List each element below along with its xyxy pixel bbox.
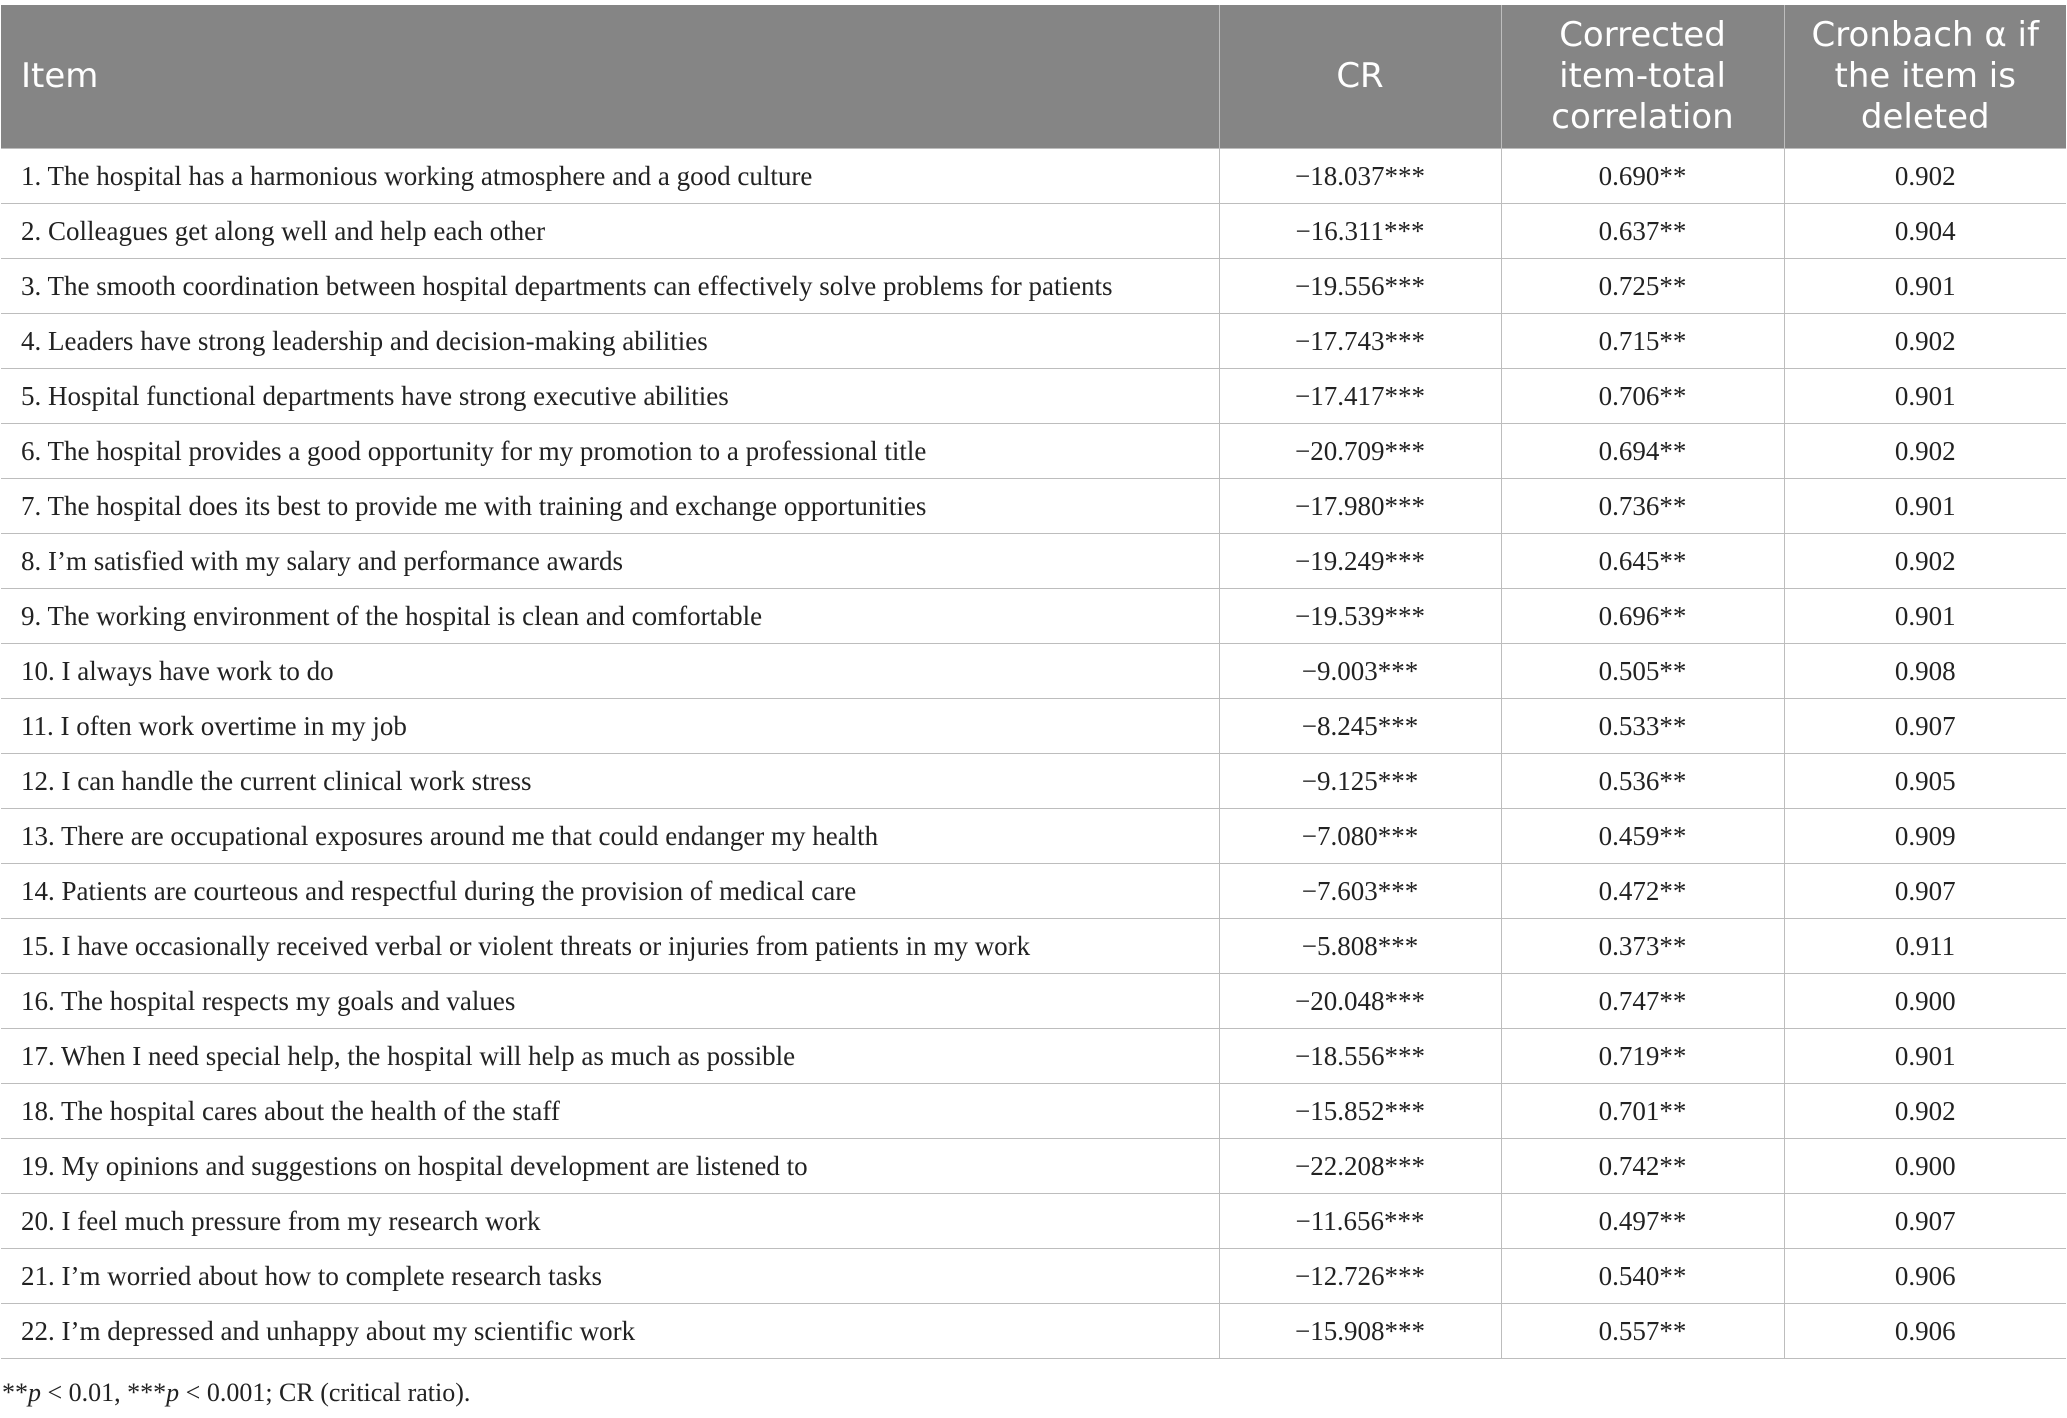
header-corrected-line2: item-total	[1559, 56, 1726, 96]
table-row	[1, 149, 2066, 204]
cell-corrected-correlation: 0.536**	[1501, 754, 1784, 809]
cell-cr: −15.852***	[1219, 1084, 1501, 1139]
cell-cr: −11.656***	[1219, 1194, 1501, 1249]
footnote-part3: < 0.001; CR (critical ratio).	[179, 1378, 471, 1407]
table-body	[1, 149, 2066, 1359]
cell-corrected-correlation: 0.459**	[1501, 809, 1784, 864]
table-row	[1, 479, 2066, 534]
cell-alpha-if-deleted: 0.901	[1784, 589, 2066, 644]
cell-item: 20. I feel much pressure from my research work	[1, 1194, 1219, 1249]
table-row	[1, 314, 2066, 369]
cell-alpha-if-deleted: 0.909	[1784, 809, 2066, 864]
header-cr: CR	[1219, 5, 1501, 149]
table-row	[1, 534, 2066, 589]
header-alpha-line2: the item is	[1834, 56, 2016, 96]
cell-cr: −19.556***	[1219, 259, 1501, 314]
cell-cr: −18.037***	[1219, 149, 1501, 204]
cell-cr: −18.556***	[1219, 1029, 1501, 1084]
table-header	[1, 5, 2066, 149]
header-cronbach-alpha-if-deleted	[1784, 5, 2066, 149]
cell-item: 18. The hospital cares about the health of the staff	[1, 1084, 1219, 1139]
cell-cr: −7.080***	[1219, 809, 1501, 864]
cell-item: 17. When I need special help, the hospital will help as much as possible	[1, 1029, 1219, 1084]
cell-item: 6. The hospital provides a good opportunity for my promotion to a professional title	[1, 424, 1219, 479]
table-row	[1, 699, 2066, 754]
cell-cr: −19.539***	[1219, 589, 1501, 644]
cell-item: 12. I can handle the current clinical work stress	[1, 754, 1219, 809]
cell-corrected-correlation: 0.736**	[1501, 479, 1784, 534]
cell-item: 15. I have occasionally received verbal or violent threats or injuries from patients in my work	[1, 919, 1219, 974]
cell-item: 19. My opinions and suggestions on hospital development are listened to	[1, 1139, 1219, 1194]
cell-item: 10. I always have work to do	[1, 644, 1219, 699]
cell-item: 1. The hospital has a harmonious working atmosphere and a good culture	[1, 149, 1219, 204]
cell-corrected-correlation: 0.557**	[1501, 1304, 1784, 1359]
cell-item: 22. I’m depressed and unhappy about my scientific work	[1, 1304, 1219, 1359]
cell-alpha-if-deleted: 0.900	[1784, 1139, 2066, 1194]
cell-alpha-if-deleted: 0.907	[1784, 699, 2066, 754]
table-footnote	[2, 1378, 470, 1408]
footnote-part2: < 0.01, ***	[41, 1378, 167, 1407]
cell-alpha-if-deleted: 0.901	[1784, 369, 2066, 424]
cell-alpha-if-deleted: 0.902	[1784, 149, 2066, 204]
table-row	[1, 1194, 2066, 1249]
header-row	[1, 5, 2066, 149]
cell-corrected-correlation: 0.696**	[1501, 589, 1784, 644]
cell-cr: −19.249***	[1219, 534, 1501, 589]
cell-alpha-if-deleted: 0.908	[1784, 644, 2066, 699]
cell-corrected-correlation: 0.694**	[1501, 424, 1784, 479]
cell-cr: −15.908***	[1219, 1304, 1501, 1359]
cell-item: 9. The working environment of the hospital is clean and comfortable	[1, 589, 1219, 644]
cell-item: 7. The hospital does its best to provide me with training and exchange opportunities	[1, 479, 1219, 534]
cell-item: 3. The smooth coordination between hospital departments can effectively solve problems for patients	[1, 259, 1219, 314]
cell-corrected-correlation: 0.690**	[1501, 149, 1784, 204]
cell-cr: −20.048***	[1219, 974, 1501, 1029]
cell-corrected-correlation: 0.747**	[1501, 974, 1784, 1029]
cell-item: 11. I often work overtime in my job	[1, 699, 1219, 754]
cell-corrected-correlation: 0.725**	[1501, 259, 1784, 314]
cell-alpha-if-deleted: 0.901	[1784, 1029, 2066, 1084]
table-row	[1, 1139, 2066, 1194]
cell-item: 2. Colleagues get along well and help each other	[1, 204, 1219, 259]
cell-cr: −20.709***	[1219, 424, 1501, 479]
cell-cr: −7.603***	[1219, 864, 1501, 919]
footnote-p1: p	[28, 1378, 41, 1407]
cell-cr: −22.208***	[1219, 1139, 1501, 1194]
cell-cr: −5.808***	[1219, 919, 1501, 974]
table-row	[1, 644, 2066, 699]
table-row	[1, 1249, 2066, 1304]
cell-item: 13. There are occupational exposures around me that could endanger my health	[1, 809, 1219, 864]
table-row	[1, 1029, 2066, 1084]
table-row	[1, 864, 2066, 919]
header-corrected-line3: correlation	[1551, 97, 1734, 137]
cell-corrected-correlation: 0.540**	[1501, 1249, 1784, 1304]
table-row	[1, 424, 2066, 479]
cell-alpha-if-deleted: 0.902	[1784, 314, 2066, 369]
cell-cr: −8.245***	[1219, 699, 1501, 754]
table-row	[1, 974, 2066, 1029]
table-row	[1, 369, 2066, 424]
cell-corrected-correlation: 0.715**	[1501, 314, 1784, 369]
table-row	[1, 589, 2066, 644]
cell-alpha-if-deleted: 0.902	[1784, 424, 2066, 479]
cell-item: 5. Hospital functional departments have strong executive abilities	[1, 369, 1219, 424]
cell-corrected-correlation: 0.645**	[1501, 534, 1784, 589]
cell-item: 8. I’m satisfied with my salary and performance awards	[1, 534, 1219, 589]
footnote-p2: p	[166, 1378, 180, 1407]
cell-corrected-correlation: 0.497**	[1501, 1194, 1784, 1249]
header-corrected-line1: Corrected	[1559, 15, 1726, 55]
cell-alpha-if-deleted: 0.905	[1784, 754, 2066, 809]
table-row	[1, 1304, 2066, 1359]
cell-alpha-if-deleted: 0.901	[1784, 479, 2066, 534]
cell-corrected-correlation: 0.701**	[1501, 1084, 1784, 1139]
cell-item: 4. Leaders have strong leadership and decision-making abilities	[1, 314, 1219, 369]
header-item: Item	[1, 5, 1219, 149]
reliability-table	[1, 5, 2066, 1359]
cell-alpha-if-deleted: 0.907	[1784, 864, 2066, 919]
cell-cr: −17.417***	[1219, 369, 1501, 424]
cell-corrected-correlation: 0.533**	[1501, 699, 1784, 754]
cell-alpha-if-deleted: 0.911	[1784, 919, 2066, 974]
cell-cr: −12.726***	[1219, 1249, 1501, 1304]
cell-cr: −17.980***	[1219, 479, 1501, 534]
header-corrected-item-total-correlation	[1501, 5, 1784, 149]
table-row	[1, 919, 2066, 974]
footnote-part1: **	[2, 1378, 28, 1407]
cell-alpha-if-deleted: 0.901	[1784, 259, 2066, 314]
cell-alpha-if-deleted: 0.904	[1784, 204, 2066, 259]
table-row	[1, 259, 2066, 314]
table-row	[1, 1084, 2066, 1139]
cell-cr: −16.311***	[1219, 204, 1501, 259]
cell-corrected-correlation: 0.706**	[1501, 369, 1784, 424]
cell-item: 16. The hospital respects my goals and values	[1, 974, 1219, 1029]
table-row	[1, 754, 2066, 809]
cell-corrected-correlation: 0.505**	[1501, 644, 1784, 699]
table-row	[1, 809, 2066, 864]
cell-corrected-correlation: 0.472**	[1501, 864, 1784, 919]
cell-item: 21. I’m worried about how to complete research tasks	[1, 1249, 1219, 1304]
cell-cr: −9.003***	[1219, 644, 1501, 699]
cell-cr: −17.743***	[1219, 314, 1501, 369]
header-alpha-line1: Cronbach α if	[1811, 15, 2039, 55]
cell-alpha-if-deleted: 0.902	[1784, 1084, 2066, 1139]
table-row	[1, 204, 2066, 259]
cell-item: 14. Patients are courteous and respectful during the provision of medical care	[1, 864, 1219, 919]
cell-corrected-correlation: 0.373**	[1501, 919, 1784, 974]
cell-alpha-if-deleted: 0.906	[1784, 1249, 2066, 1304]
cell-alpha-if-deleted: 0.906	[1784, 1304, 2066, 1359]
cell-alpha-if-deleted: 0.907	[1784, 1194, 2066, 1249]
header-alpha-line3: deleted	[1860, 97, 1990, 137]
cell-corrected-correlation: 0.742**	[1501, 1139, 1784, 1194]
cell-cr: −9.125***	[1219, 754, 1501, 809]
cell-corrected-correlation: 0.637**	[1501, 204, 1784, 259]
cell-alpha-if-deleted: 0.902	[1784, 534, 2066, 589]
cell-corrected-correlation: 0.719**	[1501, 1029, 1784, 1084]
cell-alpha-if-deleted: 0.900	[1784, 974, 2066, 1029]
